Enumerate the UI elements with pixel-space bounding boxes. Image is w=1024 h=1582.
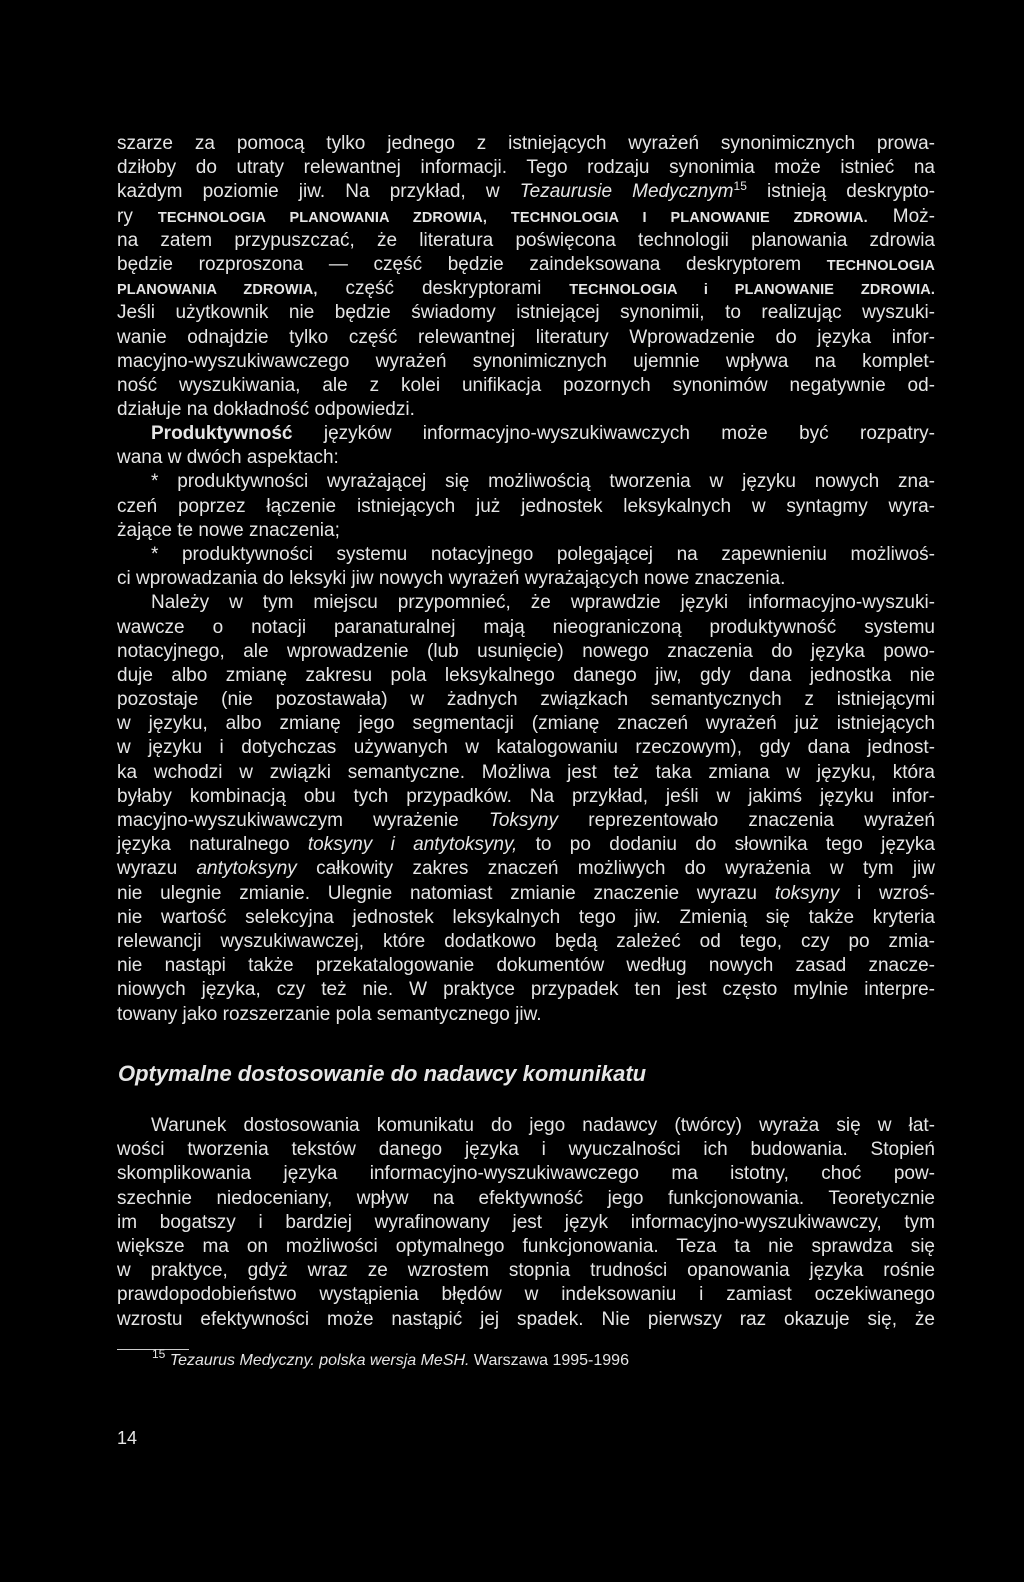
text-line: wyrazu antytoksyny całkowity zakres znaczeń możliwych do wyrażenia w tym jiw <box>117 858 935 880</box>
text-line: każdym poziomie jiw. Na przykład, w Tezaurusie Medycznym$^{15}$ istnieją deskrypto- <box>117 179 935 203</box>
text-line: im bogatszy i bardziej wyrafinowany jest język informacyjno-wyszukiwawczy, tym <box>117 1211 935 1233</box>
text-line: w języku, albo zmianę jego segmentacji (zmianę znaczeń wyrażeń już istniejących <box>117 713 935 735</box>
text-line: notacyjnego, ale wprowadzenie (lub usunięcie) nowego znaczenia do języka powo- <box>117 640 935 662</box>
text-line: języka naturalnego toksyny i antytoksyny, to po dodaniu do słownika tego języka <box>117 834 935 856</box>
text-line: duje albo zmianę zakresu pola leksykalnego danego jiw, gdy dana jednostka nie <box>117 664 935 686</box>
text-line: na zatem przypuszczać, że literatura poświęcona technologii planowania zdrowia <box>117 229 935 251</box>
page-number: 14 <box>117 1428 138 1448</box>
paragraph-synonymy <box>117 132 935 422</box>
paragraph-productivity <box>117 422 935 1027</box>
text-line: ci wprowadzania do leksyki jiw nowych wyrażeń wyrażających nowe znaczenia. <box>117 568 786 590</box>
section-heading: Optymalne dostosowanie do nadawcy komunikatu <box>118 1061 647 1086</box>
text-line: w praktyce, gdyż wraz ze wzrostem stopnia trudności opanowania języka rośnie <box>117 1260 935 1282</box>
text-line: skomplikowania języka informacyjno-wyszukiwawczego ma istotny, choć pow- <box>117 1163 935 1185</box>
text-line: ka wchodzi w związki semantyczne. Możliwa jest też taka zmiana w języku, która <box>117 761 935 783</box>
text-line: Należy w tym miejscu przypomnieć, że wprawdzie języki informacyjno-wyszuki- <box>151 592 935 614</box>
footnote-title: Tezaurus Medyczny. polska wersja MeSH. <box>169 1352 470 1369</box>
text-line: macyjno-wyszukiwawczym wyrażenie Toksyny reprezentowało znaczenia wyrażeń <box>117 810 935 831</box>
text-line: Jeśli użytkownik nie będzie świadomy istniejącej synonimii, to realizując wyszuki- <box>117 302 935 324</box>
text-line: w języku i dotychczas używanych w katalogowaniu rzeczowym), gdy dana jednost- <box>117 737 935 759</box>
text-line: wanie odnajdzie tylko część relewantnej literatury Wprowadzenie do języka infor- <box>117 326 935 348</box>
text-line: relewancji wyszukiwawczej, które dodatkowo będą zależeć od tego, czy po zmia- <box>117 930 935 952</box>
text-line: Warunek dostosowania komunikatu do jego nadawcy (twórcy) wyraża się w łat- <box>151 1115 935 1136</box>
text-line: pozostaje (nie pozostawała) w żadnych związkach semantycznych z istniejącymi <box>117 689 935 711</box>
text-line: PLANOWANIA ZDROWIA, część deskryptorami TECHNOLOGIA i PLANOWANIE ZDROWIA. <box>117 278 935 300</box>
text-line: większe ma on możliwości optymalnego funkcjonowania. Teza ta nie sprawdza się <box>117 1235 935 1257</box>
text-line: działuje na dokładność odpowiedzi. <box>117 399 415 421</box>
text-line: towany jako rozszerzanie pola semantycznego jiw. <box>117 1003 542 1025</box>
text-line: ność wyszukiwania, ale z kolei unifikacja pozornych synonimów negatywnie od- <box>117 374 935 396</box>
text-line: żające te nowe znaczenia; <box>117 519 340 541</box>
text-line: wawcze o notacji paranaturalnej mają nieograniczoną produktywność systemu <box>117 616 935 638</box>
text-line: szarze za pomocą tylko jednego z istniejących wyrażeń synonimicznych prowa- <box>117 133 935 154</box>
footnote-rest: Warszawa 1995-1996 <box>469 1352 629 1369</box>
text-line: Produktywność języków informacyjno-wyszukiwawczych może być rozpatry- <box>151 423 935 444</box>
text-line: nie wartość selekcyjna jednostek leksykalnych tego jiw. Zmienią się także kryteria <box>117 906 935 928</box>
text-line: niowych języka, czy też nie. W praktyce przypadek ten jest często mylnie interpre- <box>117 979 935 1001</box>
text-line: czeń poprzez łączenie istniejących już jednostek leksykalnych w syntagmy wyra- <box>117 495 935 517</box>
text-line: ry TECHNOLOGIA PLANOWANIA ZDROWIA, TECHNOLOGIA I PLANOWANIE ZDROWIA. Moż- <box>117 205 935 227</box>
text-line: nie ulegnie zmianie. Ulegnie natomiast zmianie znaczenie wyrazu toksyny i wzroś- <box>117 882 935 904</box>
text-line: wości tworzenia tekstów danego języka i wyuczalności ich budowania. Stopień <box>117 1139 935 1161</box>
footnote-number: 15 <box>152 1347 166 1361</box>
text-line: wana w dwóch aspektach: <box>117 447 339 469</box>
text-line: dziłoby do utraty relewantnej informacji. Tego rodzaju synonimia może istnieć na <box>117 157 935 179</box>
text-line: * produktywności wyrażającej się możliwością tworzenia w języku nowych zna- <box>151 471 935 493</box>
text-line: wzrostu efektywności może nastąpić jej spadek. Nie pierwszy raz okazuje się, że <box>117 1308 935 1330</box>
paragraph-sender <box>117 1114 935 1332</box>
text-line: * produktywności systemu notacyjnego polegającej na zapewnieniu możliwoś- <box>151 543 935 565</box>
text-line: nie nastąpi także przekatalogowanie dokumentów według nowych zasad znacze- <box>117 955 935 977</box>
text-line: szechnie niedoceniany, wpływ na efektywność jego funkcjonowania. Teoretycznie <box>117 1187 935 1209</box>
text-line: byłaby kombinacją obu tych przypadków. Na przykład, jeśli w jakimś języku infor- <box>117 785 935 807</box>
text-line: będzie rozproszona — część będzie zaindeksowana deskryptorem TECHNOLOGIA <box>117 253 935 275</box>
text-line: prawdopodobieństwo wystąpienia błędów w indeksowaniu i zamiast oczekiwanego <box>117 1284 935 1306</box>
footnote <box>152 1347 629 1370</box>
text-line: macyjno-wyszukiwawczego wyrażeń synonimicznych ujemnie wpływa na komplet- <box>117 350 935 372</box>
